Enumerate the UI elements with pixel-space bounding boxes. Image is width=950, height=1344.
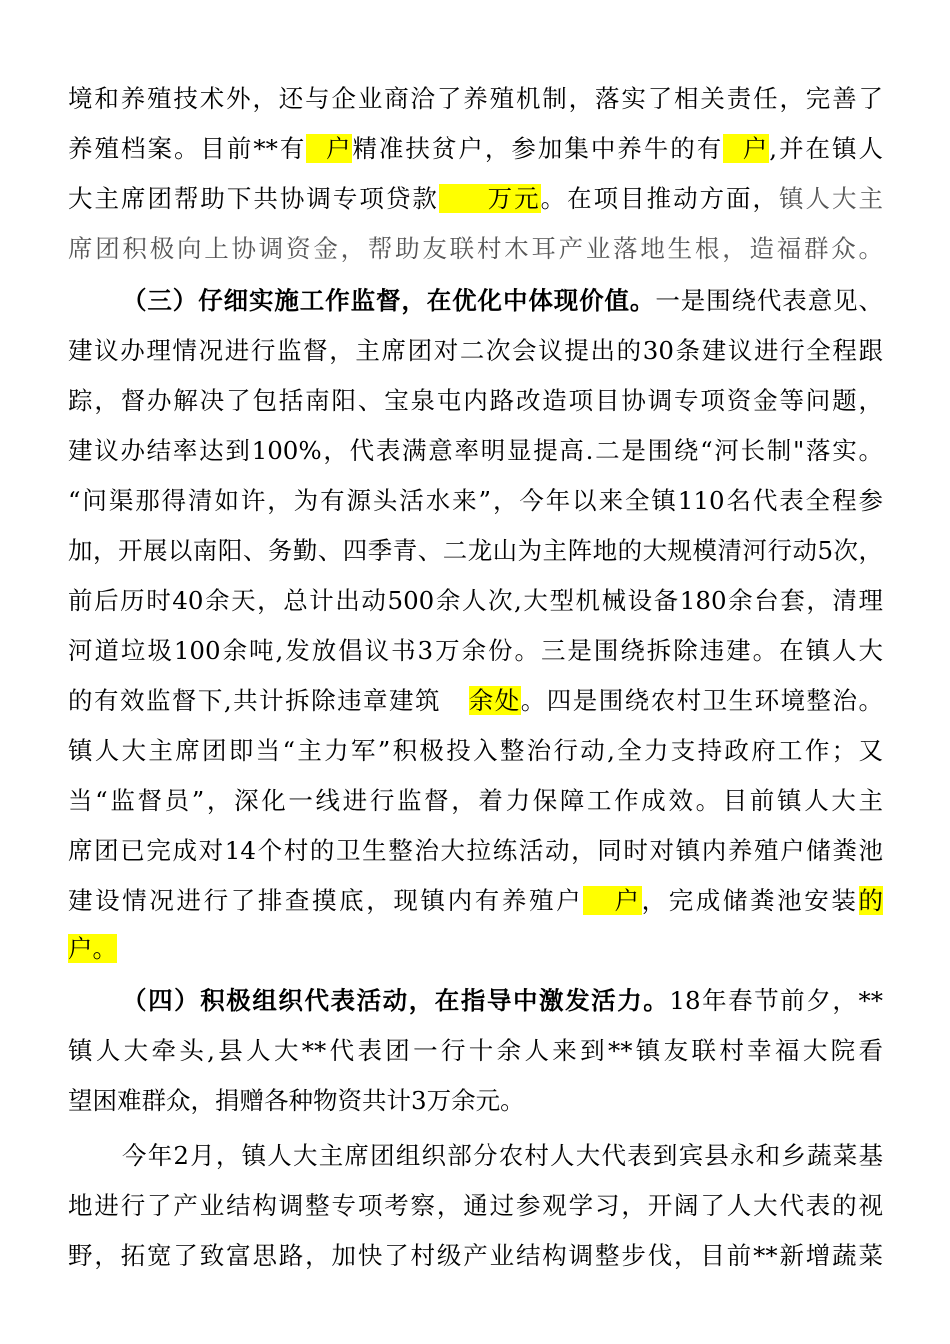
text-segment: 。四是围绕农村卫生环境整治。 xyxy=(520,686,884,715)
text-segment: ，完成储粪池安装 xyxy=(641,886,859,915)
text-segment: “问渠那得清如许，为有源头活水来”，今年以来全镇110名代表全程参 xyxy=(68,486,883,515)
text-segment: 建设情况进行了排查摸底，现镇内有养殖户 xyxy=(68,886,584,915)
highlighted-text: 的 xyxy=(858,886,884,915)
text-segment: 。在项目推动方面， xyxy=(540,184,780,213)
text-line xyxy=(68,179,883,219)
text-line xyxy=(68,881,883,921)
text-segment: 河道垃圾100余吨,发放倡议书3万余份。三是围绕拆除违建。在镇人大 xyxy=(68,636,883,665)
text-line xyxy=(68,781,883,821)
text-line xyxy=(68,631,883,671)
section-heading: （四）积极组织代表活动，在指导中激发活力。 xyxy=(122,986,670,1015)
text-segment: 的有效监督下,共计拆除违章建筑 xyxy=(68,686,469,715)
text-line xyxy=(68,831,883,871)
text-segment: 望困难群众，捐赠各种物资共计3万余元。 xyxy=(68,1086,525,1115)
text-line xyxy=(68,1186,883,1226)
text-segment: 大主席团帮助下共协调专项贷款 xyxy=(68,184,439,213)
text-segment: 加，开展以南阳、务勤、四季青、二龙山为主阵地的大规模清河行动5次， xyxy=(68,536,883,565)
text-line xyxy=(68,381,883,421)
text-line xyxy=(68,79,883,119)
text-segment: 地进行了产业结构调整专项考察，通过参观学习，开阔了人大代表的视 xyxy=(68,1191,883,1220)
text-segment: 建议办结率达到100%，代表满意率明显提高.二是围绕“河长制"落实。 xyxy=(68,436,883,465)
text-line xyxy=(68,129,883,169)
highlighted-blank: 户 xyxy=(583,886,642,915)
highlighted-blank: 余处 xyxy=(468,686,521,715)
highlighted-blank: 万元 xyxy=(438,184,541,213)
text-segment-gray: 席团积极向上协调资金，帮助友联村木耳产业落地生根，造福群众。 xyxy=(68,234,883,263)
text-segment: 今年2月，镇人大主席团组织部分农村人大代表到宾县永和乡蔬菜基 xyxy=(122,1141,883,1170)
text-segment: 境和养殖技术外，还与企业商洽了养殖机制，落实了相关责任，完善了 xyxy=(68,84,883,113)
text-line xyxy=(68,331,883,371)
text-segment: 镇人大牵头,县人大**代表团一行十余人来到**镇友联村幸福大院看 xyxy=(68,1036,883,1065)
text-segment: 前后历时40余天，总计出动500余人次,大型机械设备180余台套，清理 xyxy=(68,586,883,615)
text-line xyxy=(68,929,883,969)
text-line xyxy=(122,1136,883,1176)
highlighted-blank: 户 xyxy=(723,134,770,163)
text-line xyxy=(68,481,883,521)
section-heading-line xyxy=(122,981,883,1021)
text-line xyxy=(68,1031,883,1071)
text-segment: 精准扶贫户，参加集中养牛的有 xyxy=(352,134,724,163)
text-segment: 镇人大主席团即当“主力军”积极投入整治行动,全力支持政府工作；又 xyxy=(68,736,883,765)
text-segment: 席团已完成对14个村的卫生整治大拉练活动，同时对镇内养殖户储粪池 xyxy=(68,836,883,865)
text-segment-gray: 镇人大主 xyxy=(779,184,884,213)
highlighted-text: 户。 xyxy=(68,934,117,963)
text-line xyxy=(68,431,883,471)
text-line xyxy=(68,681,883,721)
text-line xyxy=(68,581,883,621)
text-segment: 18年春节前夕，** xyxy=(669,986,883,1015)
section-heading: （三）仔细实施工作监督，在优化中体现价值。 xyxy=(122,286,656,315)
text-segment: 踪，督办解决了包括南阳、宝泉屯内路改造项目协调专项资金等问题， xyxy=(68,386,883,415)
text-line xyxy=(68,1081,883,1121)
text-line xyxy=(68,229,883,269)
text-segment: 建议办理情况进行监督，主席团对二次会议提出的30条建议进行全程跟 xyxy=(68,336,883,365)
text-segment: ,并在镇人 xyxy=(769,134,884,163)
text-segment: 养殖档案。目前**有 xyxy=(68,134,307,163)
text-segment: 一是围绕代表意见、 xyxy=(655,286,883,315)
text-line xyxy=(68,1236,883,1276)
text-line xyxy=(68,531,883,571)
text-line xyxy=(68,731,883,771)
text-segment: 野，拓宽了致富思路，加快了村级产业结构调整步伐，目前**新增蔬菜 xyxy=(68,1241,883,1270)
section-heading-line xyxy=(122,281,883,321)
highlighted-blank: 户 xyxy=(306,134,353,163)
text-segment: 当“监督员”，深化一线进行监督，着力保障工作成效。目前镇人大主 xyxy=(68,786,883,815)
